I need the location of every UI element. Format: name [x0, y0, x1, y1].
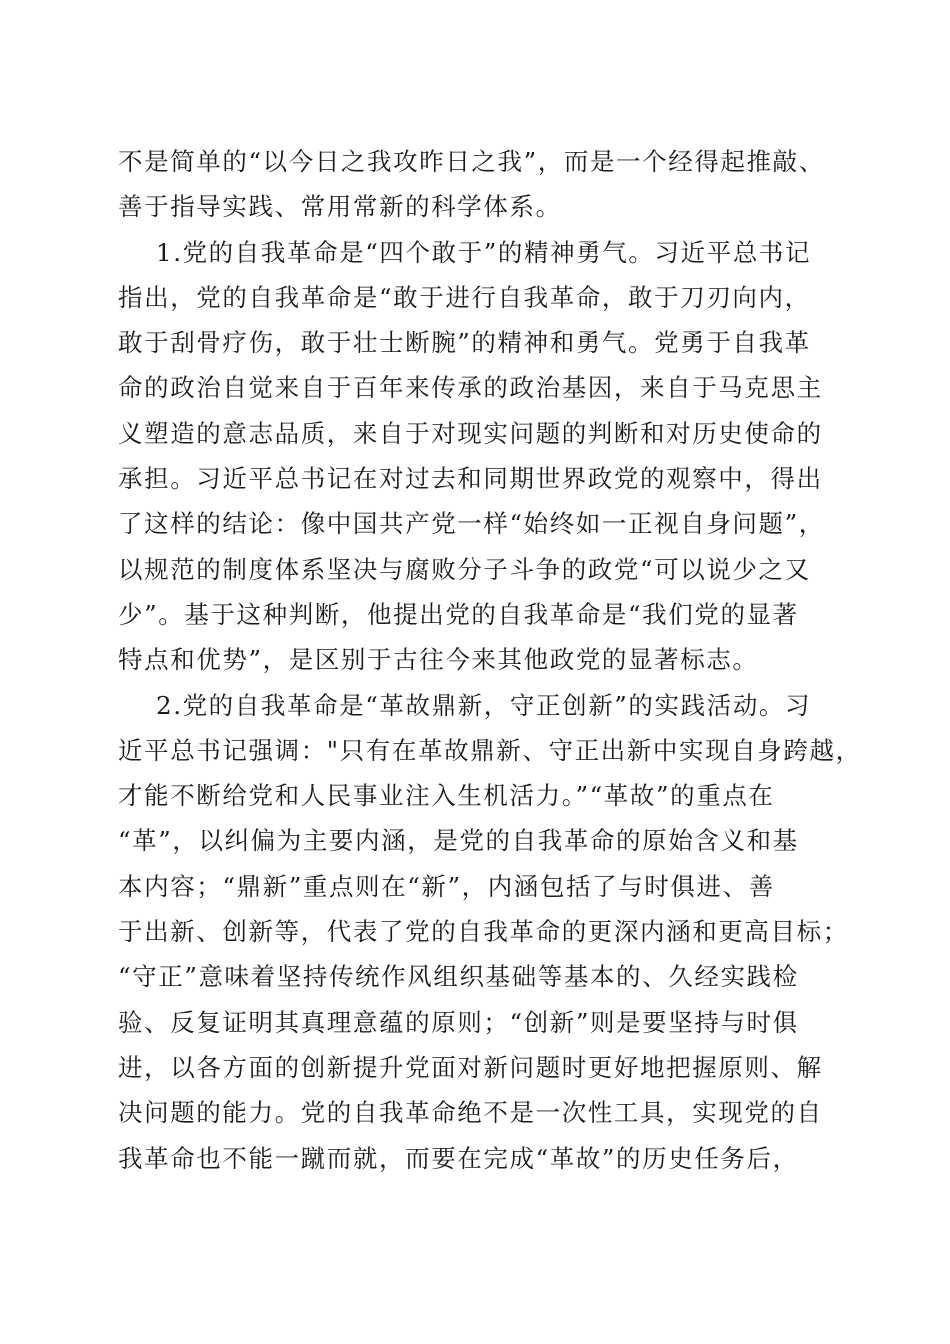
text-line: 敢于刮骨疗伤，敢于壮士断腕”的精神和勇气。党勇于自我革 [118, 328, 811, 358]
text-line: 了这样的结论：像中国共产党一样“始终如一正视自身问题”， [118, 509, 825, 539]
text-line: 进，以各方面的创新提升党面对新问题时更好地把握原则、解 [118, 1052, 823, 1082]
text-line: 于出新、创新等，代表了党的自我革命的更深内涵和更高目标； [118, 917, 849, 947]
document-body [118, 139, 862, 1181]
text-line: “守正”意味着坚持传统作风组织基础等基本的、久经实践检 [118, 962, 799, 992]
text-line: 本内容；“鼎新”重点则在“新”，内涵包括了与时俱进、善 [118, 871, 775, 901]
text-line: 指出，党的自我革命是“敢于进行自我革命，敢于刀刃向内， [118, 282, 811, 312]
text-line: 验、反复证明其真理意蕴的原则；“创新”则是要坚持与时俱 [118, 1007, 799, 1037]
text-line: 承担。习近平总书记在对过去和同期世界政党的观察中，得出 [118, 464, 823, 494]
text-line: 命的政治自觉来自于百年来传承的政治基因，来自于马克思主 [118, 373, 823, 403]
text-line: 少”。基于这种判断，他提出党的自我革命是“我们党的显著 [118, 599, 799, 629]
text-line: 义塑造的意志品质，来自于对现实问题的判断和对历史使命的 [118, 418, 823, 448]
text-line: 以规范的制度体系坚决与腐败分子斗争的政党“可以说少之又 [118, 554, 811, 584]
text-line: “革”，以纠偏为主要内涵，是党的自我革命的原始含义和基 [118, 826, 799, 856]
text-line: 近平总书记强调："只有在革故鼎新、守正出新中实现自身跨越， [118, 735, 862, 765]
paragraph-start-line: 1.党的自我革命是“四个敢于”的精神勇气。习近平总书记 [156, 237, 812, 267]
text-line: 决问题的能力。党的自我革命绝不是一次性工具，实现党的自 [118, 1098, 823, 1128]
text-line: 善于指导实践、常用常新的科学体系。 [118, 192, 562, 222]
paragraph-start-line: 2.党的自我革命是“革故鼎新，守正创新”的实践活动。习 [156, 690, 812, 720]
text-line: 不是简单的“以今日之我攻昨日之我”，而是一个经得起推敲、 [118, 147, 825, 176]
text-line: 才能不断给党和人民事业注入生机活力。”“革故”的重点在 [118, 781, 775, 811]
text-line: 我革命也不能一蹴而就，而要在完成“革故”的历史任务后， [118, 1143, 799, 1173]
text-line: 特点和优势”，是区别于古往今来其他政党的显著标志。 [118, 645, 759, 675]
